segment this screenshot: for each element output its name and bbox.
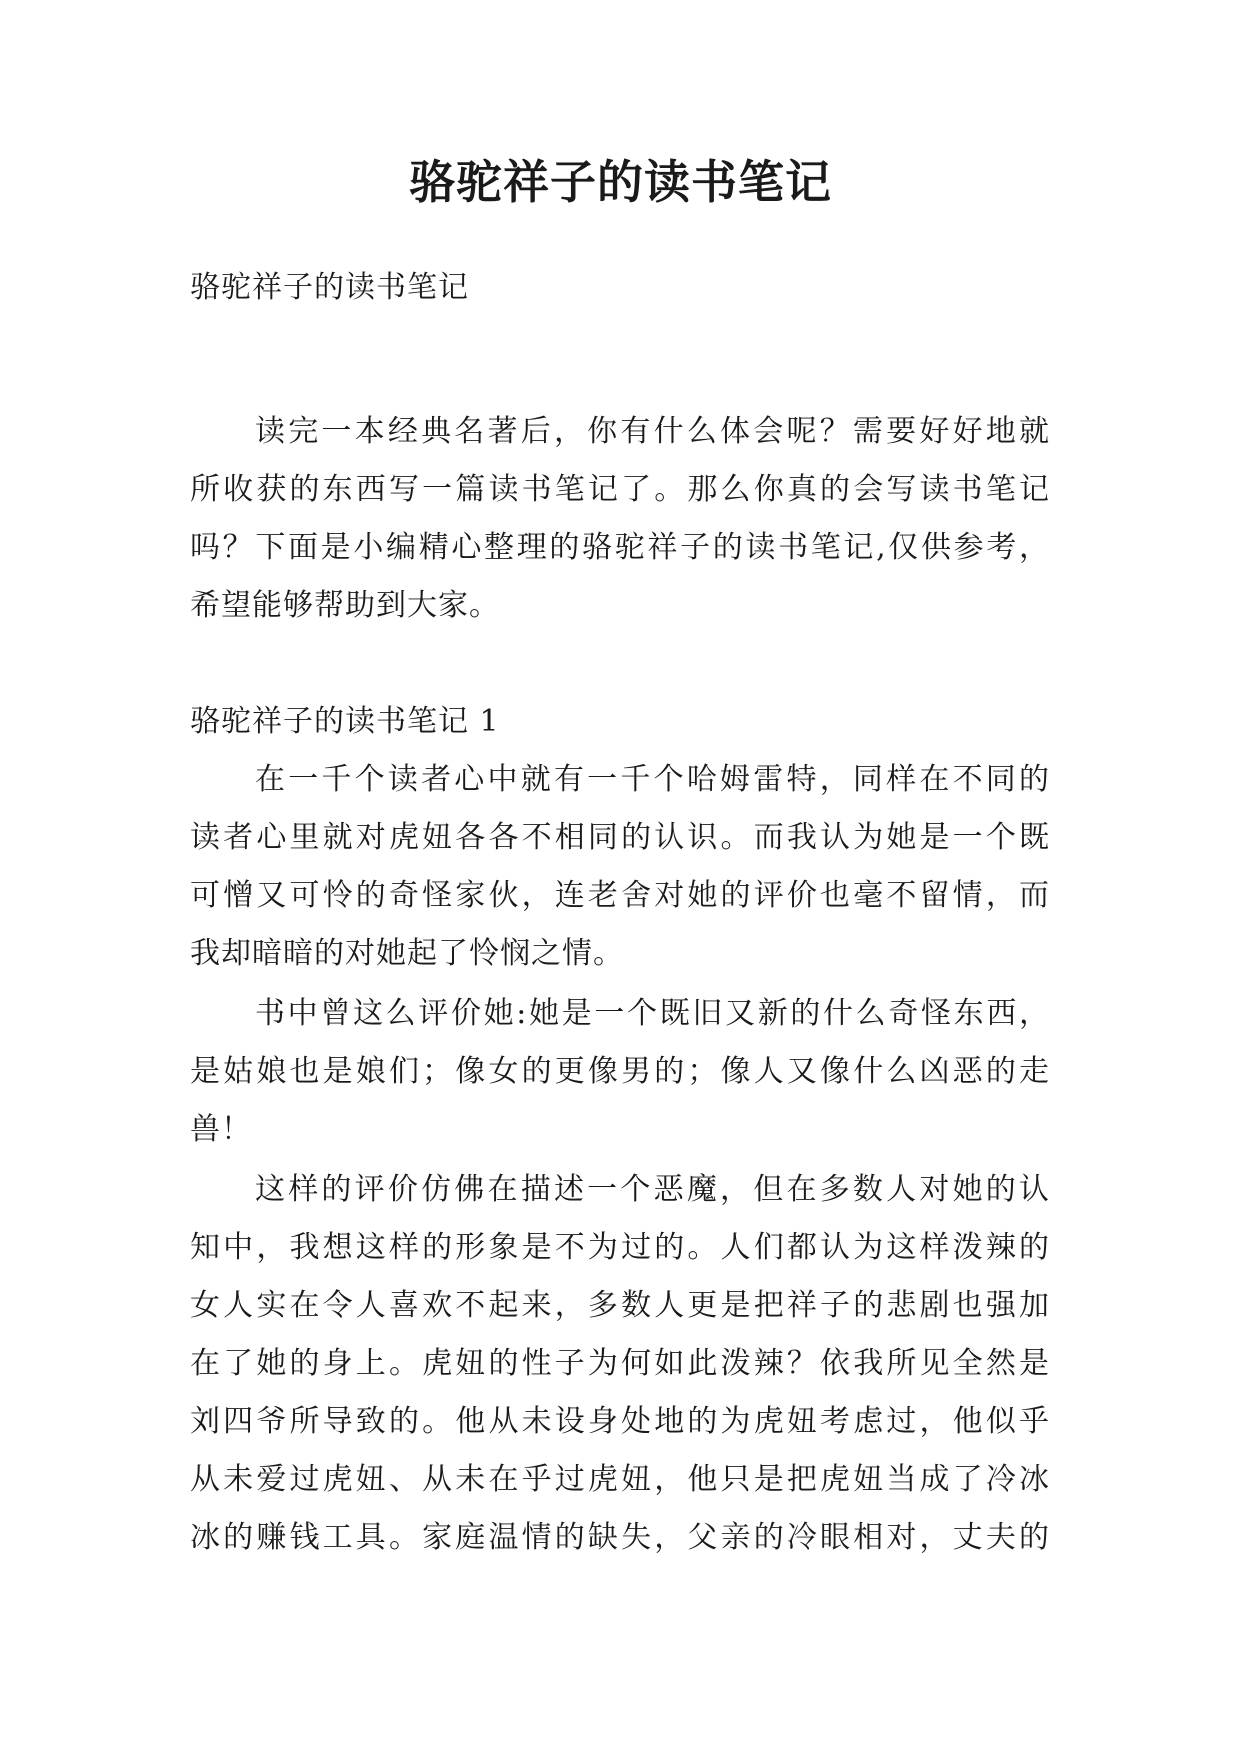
intro-line: 吗？下面是小编精心整理的骆驼祥子的读书笔记,仅供参考， (190, 530, 1050, 565)
intro-line: 所收获的东西写一篇读书笔记了。那么你真的会写读书笔记 (190, 472, 1050, 507)
paragraph-line: 刘四爷所导致的。他从未设身处地的为虎妞考虑过，他似乎 (190, 1404, 1050, 1439)
intro-line: 读完一本经典名著后，你有什么体会呢？需要好好地就 (255, 414, 1050, 449)
paragraph-line: 读者心里就对虎妞各各不相同的认识。而我认为她是一个既 (190, 820, 1050, 855)
paragraph-line: 兽！ (190, 1112, 252, 1147)
paragraph-line: 从未爱过虎妞、从未在乎过虎妞，他只是把虎妞当成了冷冰 (190, 1462, 1050, 1497)
paragraph-line: 这样的评价仿佛在描述一个恶魔，但在多数人对她的认 (255, 1172, 1050, 1207)
paragraph-line: 在了她的身上。虎妞的性子为何如此泼辣？依我所见全然是 (190, 1346, 1050, 1381)
paragraph-line: 在一千个读者心中就有一千个哈姆雷特，同样在不同的 (255, 762, 1050, 797)
paragraph-line: 我却暗暗的对她起了怜悯之情。 (190, 936, 624, 971)
paragraph-line: 冰的赚钱工具。家庭温情的缺失，父亲的冷眼相对，丈夫的 (190, 1520, 1050, 1555)
paragraph-line: 女人实在令人喜欢不起来，多数人更是把祥子的悲剧也强加 (190, 1288, 1050, 1323)
intro-line: 希望能够帮助到大家。 (190, 588, 500, 623)
document-title: 骆驼祥子的读书笔记 (409, 155, 832, 209)
section-heading: 骆驼祥子的读书笔记 1 (190, 704, 500, 739)
paragraph-line: 可憎又可怜的奇怪家伙，连老舍对她的评价也毫不留情，而 (190, 878, 1050, 913)
paragraph-line: 是姑娘也是娘们；像女的更像男的；像人又像什么凶恶的走 (190, 1054, 1050, 1089)
paragraph-line: 知中，我想这样的形象是不为过的。人们都认为这样泼辣的 (190, 1230, 1050, 1265)
subtitle: 骆驼祥子的读书笔记 (190, 270, 469, 305)
paragraph-line: 书中曾这么评价她:她是一个既旧又新的什么奇怪东西， (255, 996, 1050, 1031)
